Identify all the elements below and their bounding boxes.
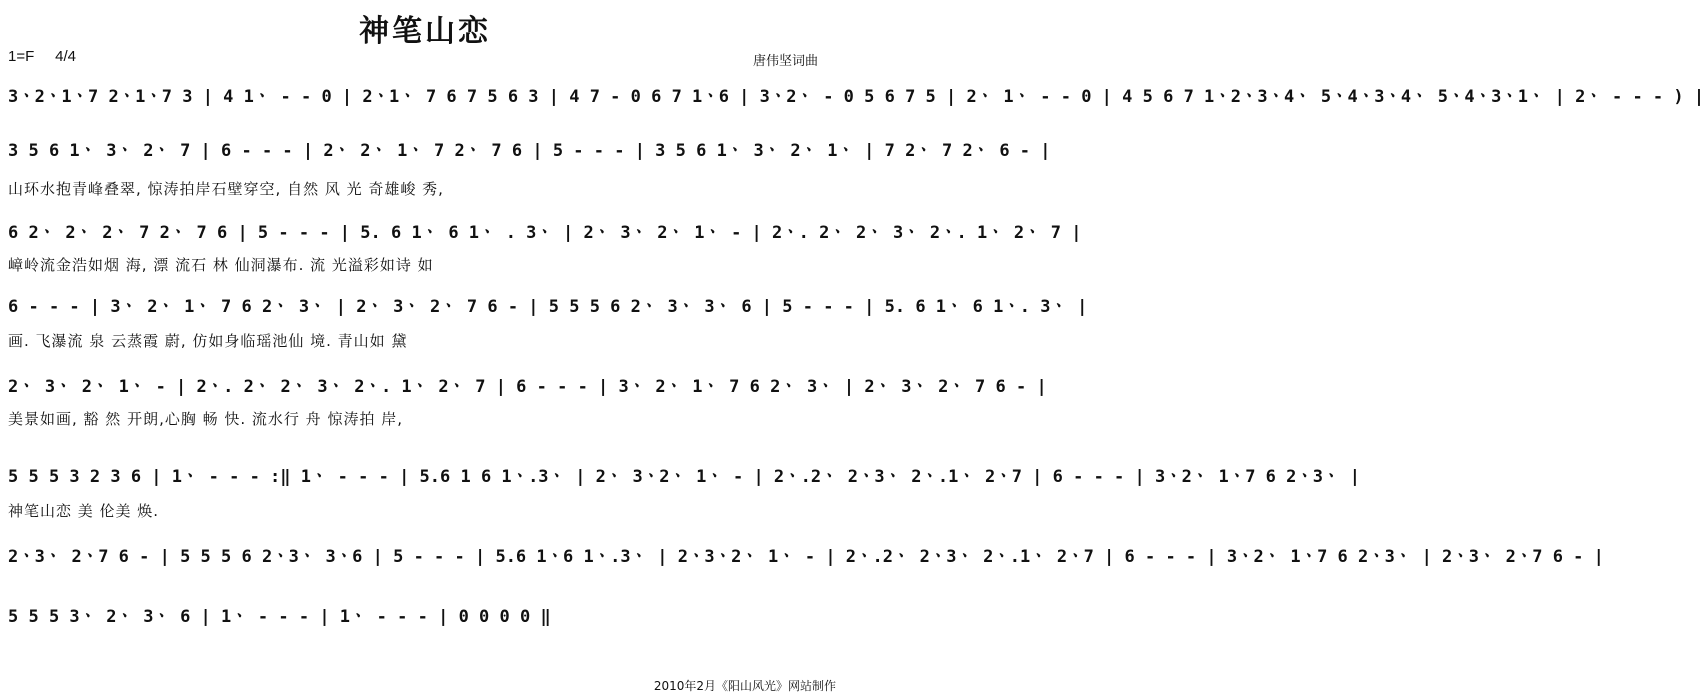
key-and-time-signature (8, 48, 76, 65)
notation-text: 6 - - - | 3ㆍ 2ㆍ 1ㆍ 7 6 2ㆍ 3ㆍ | 2ㆍ 3ㆍ 2ㆍ 7 6 - | 5 5 5 6 2ㆍ 3ㆍ 3ㆍ 6 | 5 - - - | 5. 6 1ㆍ 6 1ㆍ. 3ㆍ | (8, 297, 1088, 317)
notation-text: 5 5 5 3ㆍ 2ㆍ 3ㆍ 6 | 1ㆍ - - - | 1ㆍ - - - | 0 0 0 0 ‖ (8, 607, 551, 627)
key-signature: 1=F (8, 48, 35, 65)
footer-credit: 2010年2月《阳山风光》网站制作 (653, 679, 836, 693)
score-line-4 (8, 292, 1088, 317)
composer-credit: 唐伟坚词曲 (752, 54, 818, 69)
score-line-2 (8, 136, 1051, 161)
notation-text: 6 2ㆍ 2ㆍ 2ㆍ 7 2ㆍ 7 6 | 5 - - - | 5. 6 1ㆍ 6 1ㆍ . 3ㆍ | 2ㆍ 3ㆍ 2ㆍ 1ㆍ - | 2ㆍ. 2ㆍ 2ㆍ 3ㆍ 2ㆍ. 1ㆍ 2ㆍ 7 | (8, 223, 1082, 243)
time-signature: 4/4 (55, 48, 76, 65)
score-line-3 (8, 218, 1082, 243)
notation-text: 2ㆍ3ㆍ 2ㆍ7 6 - | 5 5 5 6 2ㆍ3ㆍ 3ㆍ6 | 5 - - - | 5.6 1ㆍ6 1ㆍ.3ㆍ | 2ㆍ3ㆍ2ㆍ 1ㆍ - | 2ㆍ.2ㆍ 2ㆍ3ㆍ 2ㆍ.1ㆍ 2ㆍ7 | 6 - - - | 3ㆍ2ㆍ 1ㆍ7 6 2ㆍ3ㆍ | 2ㆍ3ㆍ 2ㆍ7 6 - | (8, 547, 1604, 567)
score-line-6 (8, 462, 1360, 487)
lyric-line-1: 山环水抱青峰叠翠, 惊涛拍岸石壁穿空, 自然 风 光 奇雄峻 秀, (8, 180, 444, 198)
notation-text: 2ㆍ 3ㆍ 2ㆍ 1ㆍ - | 2ㆍ. 2ㆍ 2ㆍ 3ㆍ 2ㆍ. 1ㆍ 2ㆍ 7 | 6 - - - | 3ㆍ 2ㆍ 1ㆍ 7 6 2ㆍ 3ㆍ | 2ㆍ 3ㆍ 2ㆍ 7 6 - | (8, 377, 1047, 397)
notation-text: 5 5 5 3 2 3 6 | 1ㆍ - - - :‖ 1ㆍ - - - | 5.6 1 6 1ㆍ.3ㆍ | 2ㆍ 3ㆍ2ㆍ 1ㆍ - | 2ㆍ.2ㆍ 2ㆍ3ㆍ 2ㆍ.1ㆍ 2ㆍ7 | 6 - - - | 3ㆍ2ㆍ 1ㆍ7 6 2ㆍ3ㆍ | (8, 467, 1360, 487)
song-title: 神笔山恋 (359, 14, 491, 49)
notation-text: 3ㆍ2ㆍ1ㆍ7 2ㆍ1ㆍ7 3 | 4 1ㆍ - - 0 | 2ㆍ1ㆍ 7 6 7 5 6 3 | 4 7 - 0 6 7 1ㆍ6 | 3ㆍ2ㆍ - 0 5 6 7 5 | 2ㆍ 1ㆍ - - 0 | 4 5 6 7 1ㆍ2ㆍ3ㆍ4ㆍ 5ㆍ4ㆍ3ㆍ4ㆍ 5ㆍ4ㆍ3ㆍ1ㆍ | 2ㆍ - - - ) | (8, 87, 1704, 107)
lyric-line-3: 画. 飞瀑流 泉 云蒸霞 蔚, 仿如身临瑶池仙 境. 青山如 黛 (8, 332, 408, 350)
lyric-line-4: 美景如画, 豁 然 开朗,心胸 畅 快. 流水行 舟 惊涛拍 岸, (8, 410, 403, 428)
score-line-7 (8, 542, 1604, 567)
notation-text: 3 5 6 1ㆍ 3ㆍ 2ㆍ 7 | 6 - - - | 2ㆍ 2ㆍ 1ㆍ 7 2ㆍ 7 6 | 5 - - - | 3 5 6 1ㆍ 3ㆍ 2ㆍ 1ㆍ | 7 2ㆍ 7 2ㆍ 6 - | (8, 141, 1051, 161)
score-line-1 (8, 82, 1704, 107)
lyric-line-5: 神笔山恋 美 伦美 焕. (8, 502, 160, 520)
score-line-5 (8, 372, 1047, 397)
lyric-line-2: 嶂岭流金浩如烟 海, 漂 流石 林 仙洞瀑布. 流 光溢彩如诗 如 (8, 256, 434, 274)
score-line-8 (8, 602, 842, 627)
